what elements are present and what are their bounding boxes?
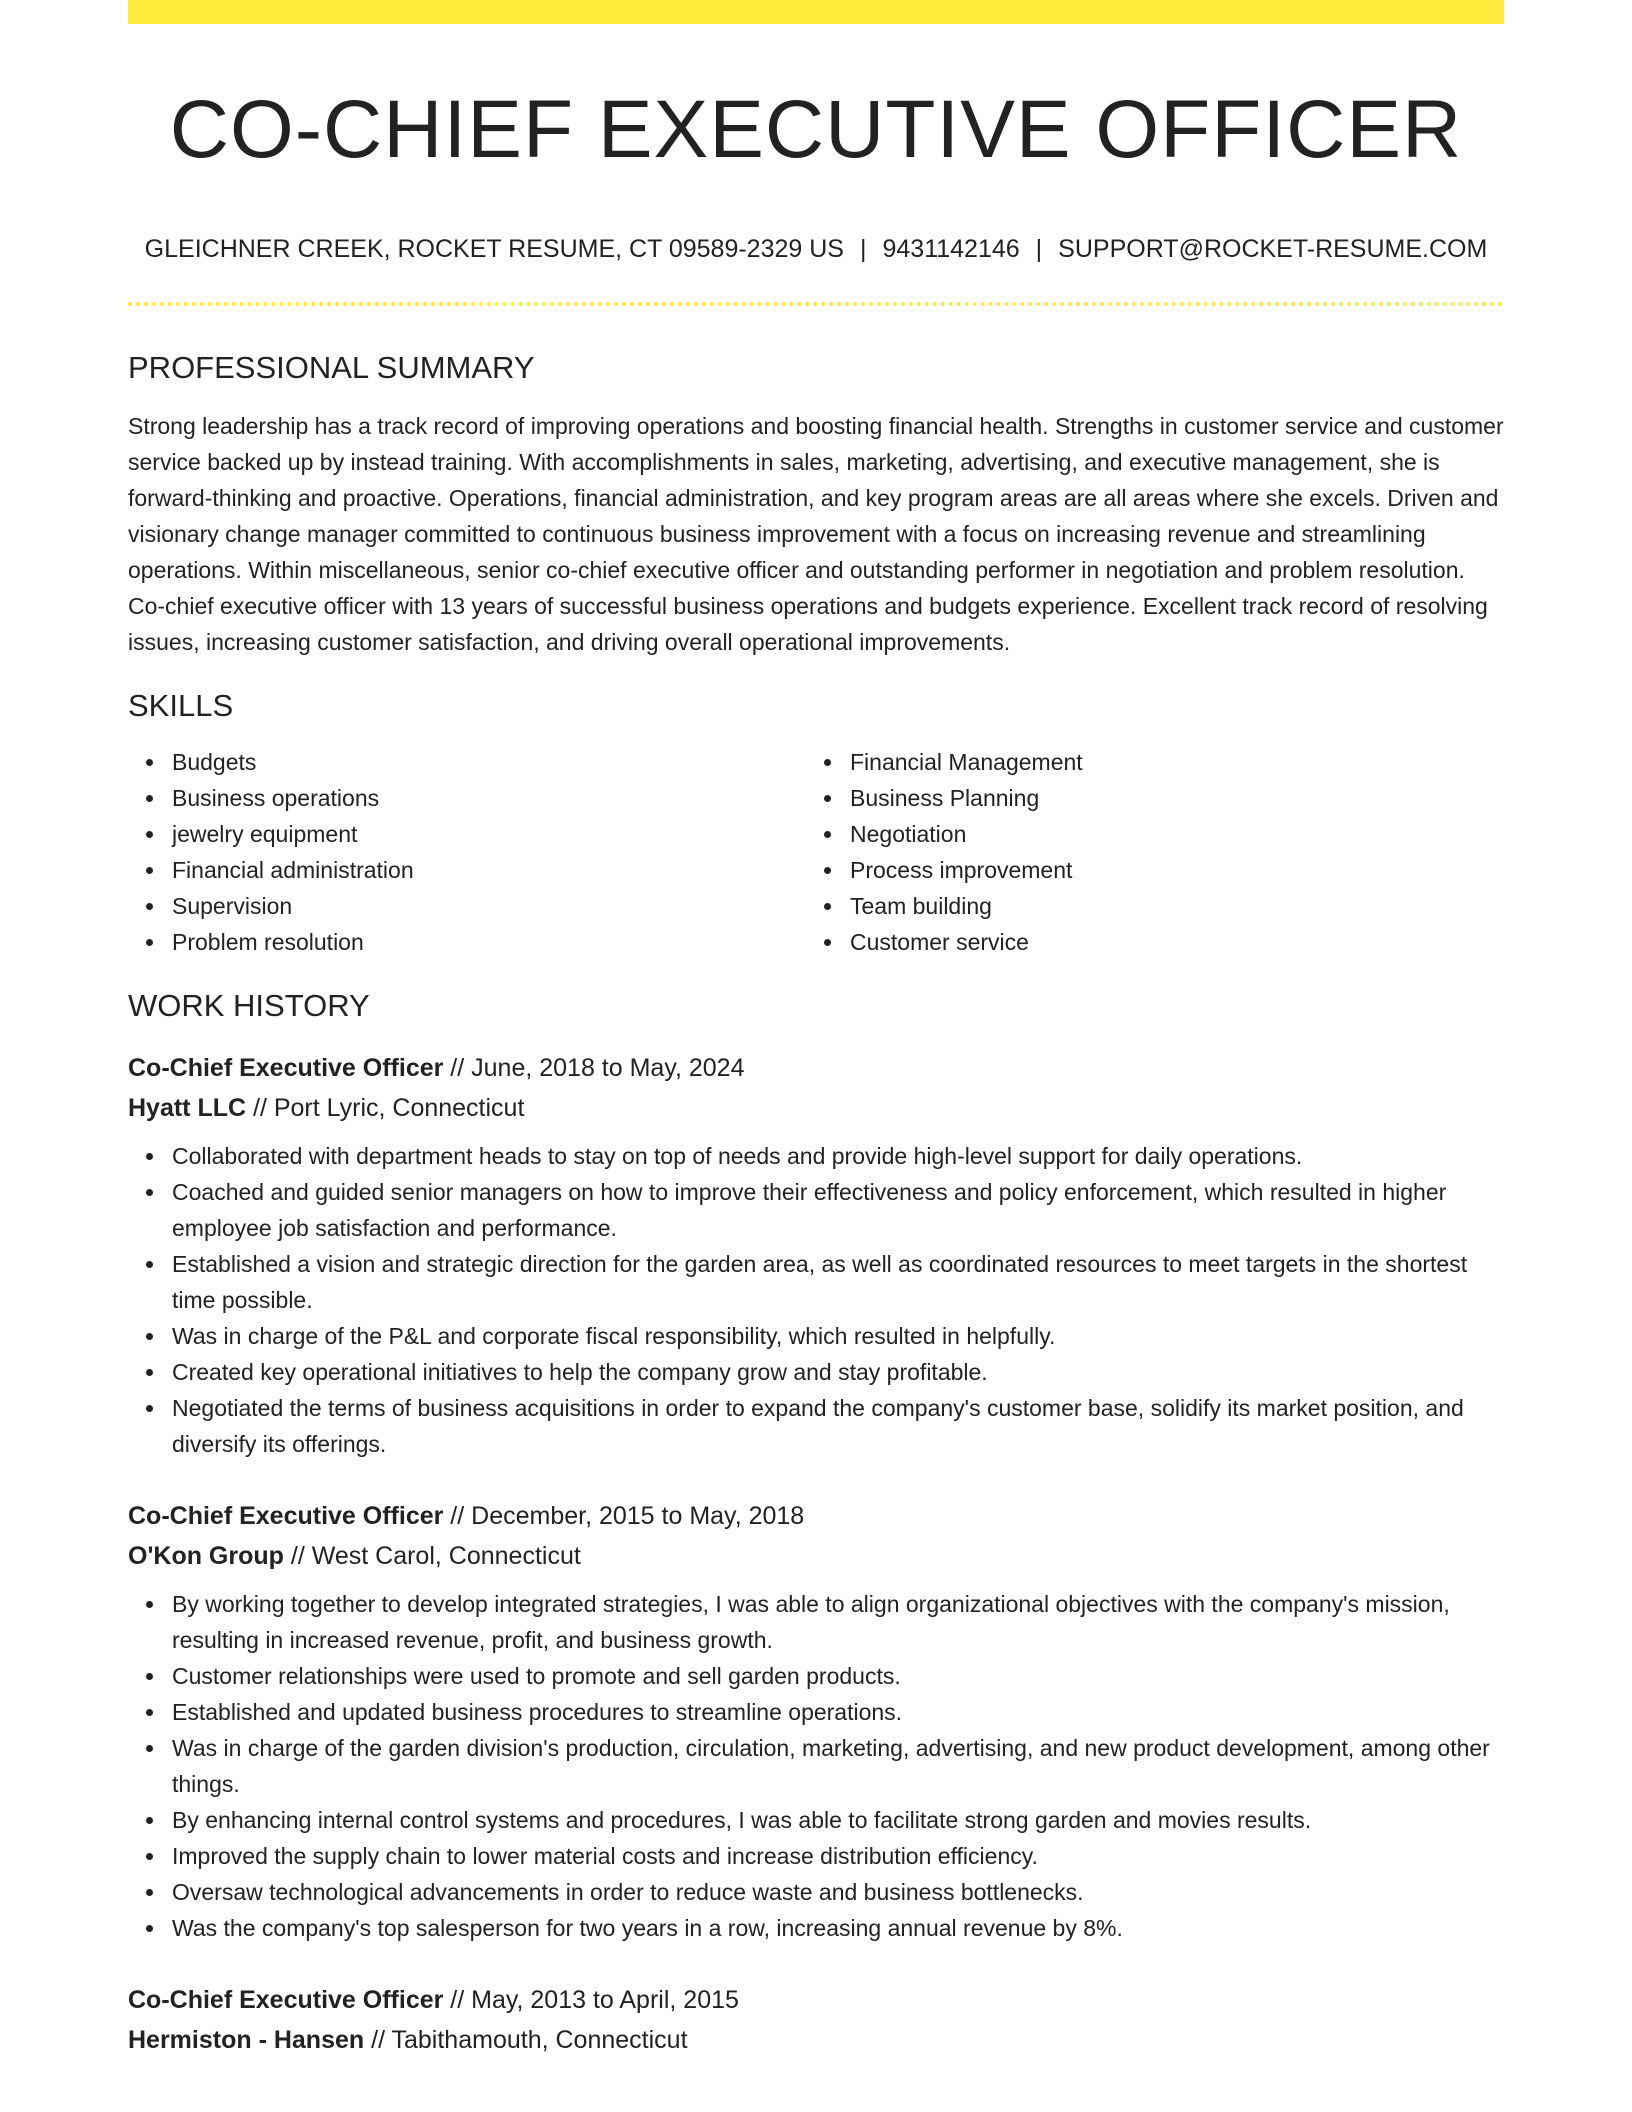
skill-item: jewelry equipment xyxy=(172,816,806,852)
skills-heading: SKILLS xyxy=(128,688,234,723)
job-company: Hermiston - Hansen xyxy=(128,2026,365,2054)
summary-text: Strong leadership has a track record of improving operations and boosting financial health. Strengths in customer service and customer service backed up by instead training. With accomplishments in sales, marketing, advertising, and executive management, she is forward-thinking and proactive. Operations, financial administration, and key program areas are all areas where she excels. Driven and visionary change manager committed to continuous business improvement with a focus on increasing revenue and streamlining operations. Within miscellaneous, senior co-chief executive officer and outstanding performer in negotiation and problem resolution. Co-chief executive officer with 13 years of successful business operations and budgets experience. Excellent track record of resolving issues, increasing customer satisfaction, and driving overall operational improvements. xyxy=(128,413,1504,655)
duty-item: Oversaw technological advancements in order to reduce waste and business bottlenecks. xyxy=(172,1874,1504,1910)
duty-item: Created key operational initiatives to help the company grow and stay profitable. xyxy=(172,1354,1504,1390)
skill-item: Business operations xyxy=(172,780,806,816)
contact-separator: | xyxy=(1035,235,1043,263)
duty-item: Was the company's top salesperson for two years in a row, increasing annual revenue by 8%. xyxy=(172,1910,1504,1946)
skill-item: Problem resolution xyxy=(172,924,806,960)
skill-item: Business Planning xyxy=(850,780,1484,816)
duty-item: Negotiated the terms of business acquisitions in order to expand the company's customer base, solidify its market position, and diversify its offerings. xyxy=(172,1390,1504,1462)
contact-address: GLEICHNER CREEK, ROCKET RESUME, CT 09589-2329 US xyxy=(144,235,844,263)
job-entry xyxy=(128,1980,1504,2060)
job-title-line xyxy=(128,1496,1504,1536)
job-company: O'Kon Group xyxy=(128,1542,284,1570)
job-company: Hyatt LLC xyxy=(128,1094,247,1122)
job-location: // Tabithamouth, Connecticut xyxy=(364,2026,688,2054)
job-role: Co-Chief Executive Officer xyxy=(128,1502,444,1530)
work-history-heading: WORK HISTORY xyxy=(128,988,370,1023)
contact-email: SUPPORT@ROCKET-RESUME.COM xyxy=(1058,235,1488,263)
duty-item: Was in charge of the P&L and corporate fiscal responsibility, which resulted in helpfully. xyxy=(172,1318,1504,1354)
job-entry xyxy=(128,1048,1504,1462)
job-company-line xyxy=(128,1088,1504,1128)
job-company-line xyxy=(128,1536,1504,1576)
resume-name: CO-CHIEF EXECUTIVE OFFICER xyxy=(169,84,1463,175)
job-location: // Port Lyric, Connecticut xyxy=(246,1094,525,1122)
job-role: Co-Chief Executive Officer xyxy=(128,1986,444,2014)
contact-phone: 9431142146 xyxy=(882,235,1020,263)
skills-column-left xyxy=(128,744,806,960)
skill-item: Negotiation xyxy=(850,816,1484,852)
skill-item: Supervision xyxy=(172,888,806,924)
job-title-line xyxy=(128,1980,1504,2020)
duty-item: Established and updated business procedures to streamline operations. xyxy=(172,1694,1504,1730)
job-duties xyxy=(128,1138,1504,1462)
skills-column-right xyxy=(806,744,1484,960)
job-dates: // May, 2013 to April, 2015 xyxy=(443,1986,739,2014)
duty-item: By enhancing internal control systems and procedures, I was able to facilitate strong garden and movies results. xyxy=(172,1802,1504,1838)
resume-content xyxy=(128,0,1504,2060)
skills-list xyxy=(128,744,1504,960)
duty-item: By working together to develop integrated strategies, I was able to align organizational objectives with the company's mission, resulting in increased revenue, profit, and business growth. xyxy=(172,1586,1504,1658)
job-entry xyxy=(128,1496,1504,1946)
summary-heading: PROFESSIONAL SUMMARY xyxy=(128,350,535,385)
contact-separator: | xyxy=(859,235,867,263)
duty-item: Collaborated with department heads to stay on top of needs and provide high-level support for daily operations. xyxy=(172,1138,1504,1174)
duty-item: Improved the supply chain to lower material costs and increase distribution efficiency. xyxy=(172,1838,1504,1874)
duty-item: Was in charge of the garden division's production, circulation, marketing, advertising, and new product development, among other things. xyxy=(172,1730,1504,1802)
duty-item: Coached and guided senior managers on how to improve their effectiveness and policy enforcement, which resulted in higher employee job satisfaction and performance. xyxy=(172,1174,1504,1246)
duty-item: Customer relationships were used to promote and sell garden products. xyxy=(172,1658,1504,1694)
skill-item: Customer service xyxy=(850,924,1484,960)
duty-item: Established a vision and strategic direction for the garden area, as well as coordinated resources to meet targets in the shortest time possible. xyxy=(172,1246,1504,1318)
job-dates: // December, 2015 to May, 2018 xyxy=(443,1502,805,1530)
job-location: // West Carol, Connecticut xyxy=(283,1542,581,1570)
skill-item: Team building xyxy=(850,888,1484,924)
skill-item: Process improvement xyxy=(850,852,1484,888)
job-title-line xyxy=(128,1048,1504,1088)
job-duties xyxy=(128,1586,1504,1946)
job-role: Co-Chief Executive Officer xyxy=(128,1054,444,1082)
skill-item: Budgets xyxy=(172,744,806,780)
dotted-divider xyxy=(128,302,1504,306)
skill-item: Financial Management xyxy=(850,744,1484,780)
contact-line xyxy=(128,232,1504,266)
skill-item: Financial administration xyxy=(172,852,806,888)
job-company-line xyxy=(128,2020,1504,2060)
job-dates: // June, 2018 to May, 2024 xyxy=(443,1054,745,1082)
